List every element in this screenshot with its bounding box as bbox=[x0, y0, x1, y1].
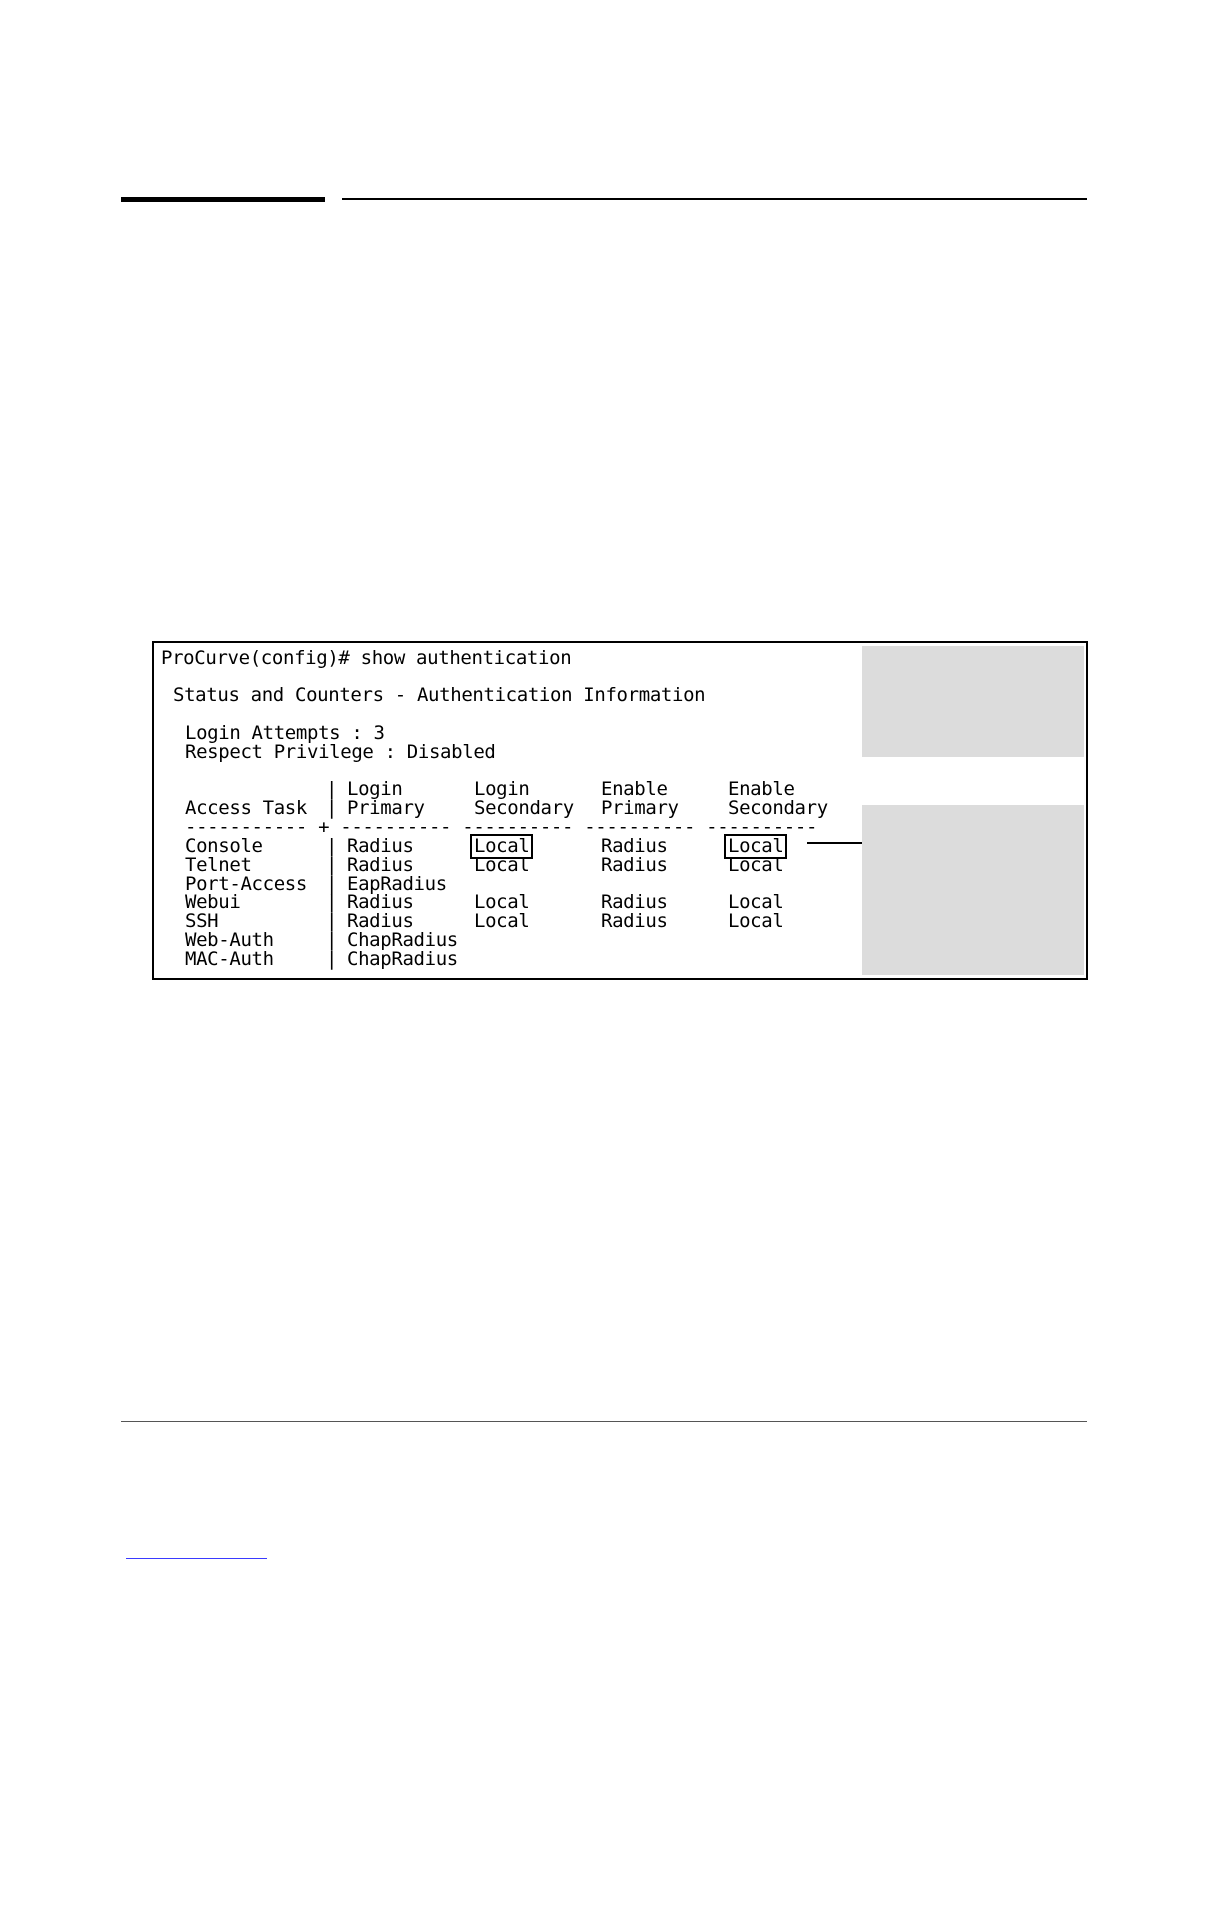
column-separator: | bbox=[326, 929, 338, 951]
footer-link-underline bbox=[126, 1558, 267, 1559]
row-task: Telnet bbox=[185, 854, 252, 876]
col-login-secondary-line1: Login bbox=[474, 778, 530, 800]
row-task: SSH bbox=[185, 910, 219, 932]
row-login-primary: EapRadius bbox=[347, 873, 447, 895]
col-enable-secondary-line1: Enable bbox=[728, 778, 795, 800]
column-separator: | bbox=[326, 797, 338, 819]
row-login-secondary: Local bbox=[474, 854, 530, 876]
col-login-secondary-line2: Secondary bbox=[474, 797, 574, 819]
column-separator: | bbox=[326, 778, 338, 800]
row-task: Web-Auth bbox=[185, 929, 274, 951]
row-enable-primary: Radius bbox=[601, 910, 668, 932]
row-task: Port-Access bbox=[185, 873, 307, 895]
highlighted-enable-secondary: Local bbox=[728, 835, 784, 857]
cli-command: ProCurve(config)# show authentication bbox=[161, 647, 572, 669]
row-enable-primary: Radius bbox=[601, 891, 668, 913]
row-enable-secondary: Local bbox=[728, 854, 784, 876]
row-login-secondary: Local bbox=[474, 910, 530, 932]
column-separator: | bbox=[326, 891, 338, 913]
col-login-primary-line1: Login bbox=[347, 778, 403, 800]
row-enable-secondary: Local bbox=[728, 910, 784, 932]
footer-rule bbox=[121, 1421, 1087, 1422]
col-login-primary-line2: Primary bbox=[347, 797, 425, 819]
row-login-primary: Radius bbox=[347, 891, 414, 913]
callout-area-bottom bbox=[862, 805, 1084, 975]
col-enable-primary-line1: Enable bbox=[601, 778, 668, 800]
respect-privilege: Respect Privilege : Disabled bbox=[185, 741, 496, 763]
column-separator: | bbox=[326, 873, 338, 895]
row-login-primary: Radius bbox=[347, 910, 414, 932]
row-login-primary: Radius bbox=[347, 835, 414, 857]
column-separator: | bbox=[326, 835, 338, 857]
callout-pointer-line bbox=[807, 842, 862, 844]
row-login-primary: ChapRadius bbox=[347, 929, 458, 951]
row-task: Webui bbox=[185, 891, 241, 913]
terminal-text bbox=[154, 643, 828, 1924]
col-enable-secondary-line2: Secondary bbox=[728, 797, 828, 819]
column-separator: | bbox=[326, 854, 338, 876]
row-enable-primary: Radius bbox=[601, 835, 668, 857]
column-separator: | bbox=[326, 948, 338, 970]
column-separator: | bbox=[326, 910, 338, 932]
callout-area-top bbox=[862, 646, 1084, 757]
col-enable-primary-line2: Primary bbox=[601, 797, 679, 819]
row-enable-secondary: Local bbox=[728, 891, 784, 913]
col-access-task: Access Task bbox=[185, 797, 307, 819]
row-login-secondary: Local bbox=[474, 891, 530, 913]
login-attempts: Login Attempts : 3 bbox=[185, 722, 385, 744]
cli-screenshot bbox=[152, 641, 1088, 980]
row-task: MAC-Auth bbox=[185, 948, 274, 970]
highlighted-login-secondary: Local bbox=[474, 835, 530, 857]
header-rule-thin bbox=[342, 198, 1087, 200]
row-login-primary: ChapRadius bbox=[347, 948, 458, 970]
cli-heading: Status and Counters - Authentication Information bbox=[173, 684, 706, 706]
row-enable-primary: Radius bbox=[601, 854, 668, 876]
row-login-primary: Radius bbox=[347, 854, 414, 876]
table-divider: ----------- + ---------- ---------- ---------- ---------- bbox=[185, 816, 818, 838]
header-rule-thick bbox=[121, 197, 325, 202]
row-task: Console bbox=[185, 835, 263, 857]
